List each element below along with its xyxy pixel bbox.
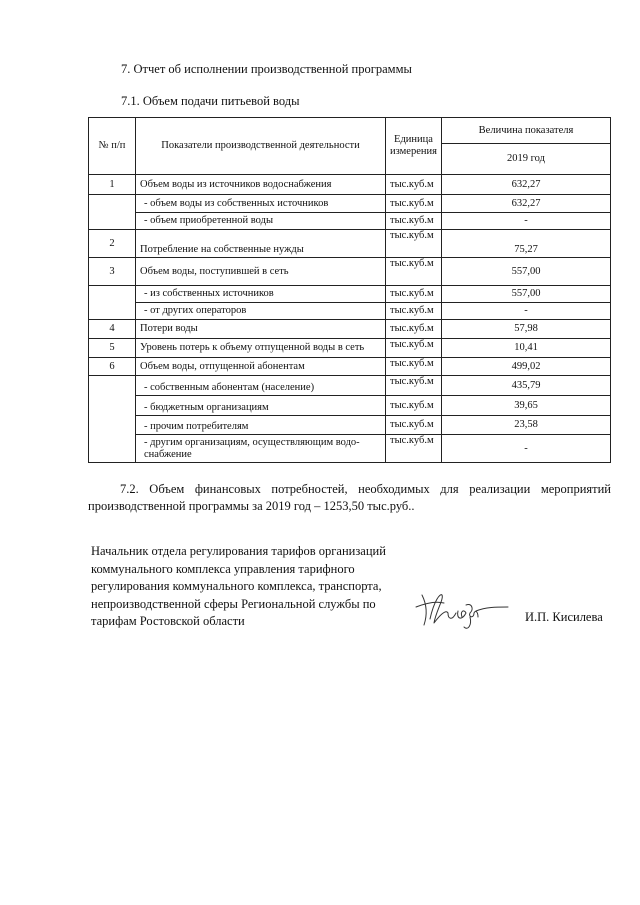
row-name: Потребление на собственные нужды bbox=[136, 230, 386, 258]
signer-line: регулирования коммунального комплекса, транспорта, bbox=[91, 579, 382, 593]
table-row bbox=[89, 286, 611, 303]
signer-line: непроизводственной сферы Региональной службы по bbox=[91, 596, 376, 611]
row-name: - другим организациям, осуществляющим водо-снабжение bbox=[136, 435, 386, 463]
row-name: - бюджетным организациям bbox=[136, 396, 386, 416]
row-num bbox=[89, 195, 136, 230]
row-name: - объем приобретенной воды bbox=[136, 213, 386, 230]
table-row bbox=[89, 435, 611, 463]
row-unit: тыс.куб.м bbox=[386, 435, 442, 463]
row-value: 499,02 bbox=[442, 358, 611, 376]
row-unit: тыс.куб.м bbox=[386, 320, 442, 339]
signer-position bbox=[91, 543, 411, 631]
row-num bbox=[89, 286, 136, 320]
row-unit: тыс.куб.м bbox=[386, 358, 442, 376]
row-value: 557,00 bbox=[442, 258, 611, 286]
row-value: - bbox=[442, 303, 611, 320]
table-row bbox=[89, 213, 611, 230]
row-value: - bbox=[442, 213, 611, 230]
header-unit: Единица измерения bbox=[386, 118, 442, 175]
row-num: 2 bbox=[89, 230, 136, 258]
signer-name: И.П. Кисилева bbox=[525, 610, 603, 624]
row-value: 23,58 bbox=[442, 416, 611, 435]
table-row bbox=[89, 258, 611, 286]
row-unit: тыс.куб.м bbox=[386, 258, 442, 286]
row-name: Объем воды, поступившей в сеть bbox=[136, 258, 386, 286]
row-value: 75,27 bbox=[442, 230, 611, 258]
table-row bbox=[89, 195, 611, 213]
row-name: - из собственных источников bbox=[136, 286, 386, 303]
row-value: 10,41 bbox=[442, 339, 611, 358]
table-row bbox=[89, 230, 611, 258]
row-name: Объем воды из источников водоснабжения bbox=[136, 175, 386, 195]
row-unit: тыс.куб.м bbox=[386, 230, 442, 258]
section-heading: 7. Отчет об исполнении производственной программы bbox=[121, 62, 412, 76]
table-row bbox=[89, 396, 611, 416]
row-unit: тыс.куб.м bbox=[386, 303, 442, 320]
header-num: № п/п bbox=[89, 118, 136, 175]
row-unit: тыс.куб.м bbox=[386, 175, 442, 195]
table-row bbox=[89, 320, 611, 339]
row-num: 6 bbox=[89, 358, 136, 376]
row-name: Объем воды, отпущенной абонентам bbox=[136, 358, 386, 376]
header-indicator: Показатели производственной деятельности bbox=[136, 118, 386, 175]
row-value: - bbox=[442, 435, 611, 463]
row-value: 557,00 bbox=[442, 286, 611, 303]
row-unit: тыс.куб.м bbox=[386, 339, 442, 358]
financial-needs-paragraph: 7.2. Объем финансовых потребностей, необходимых для реализации мероприятий производственной программы за 2019 год – 1253,50 тыс.руб.. bbox=[88, 482, 611, 513]
row-num bbox=[89, 376, 136, 463]
row-value: 57,98 bbox=[442, 320, 611, 339]
row-num: 1 bbox=[89, 175, 136, 195]
row-name: - объем воды из собственных источников bbox=[136, 195, 386, 213]
table-row bbox=[89, 376, 611, 396]
row-unit: тыс.куб.м bbox=[386, 376, 442, 396]
table-row bbox=[89, 175, 611, 195]
row-unit: тыс.куб.м bbox=[386, 416, 442, 435]
signer-line: тарифам Ростовской области bbox=[91, 614, 245, 628]
table-row bbox=[89, 303, 611, 320]
row-name: - собственным абонентам (население) bbox=[136, 376, 386, 396]
row-unit: тыс.куб.м bbox=[386, 396, 442, 416]
row-num: 5 bbox=[89, 339, 136, 358]
row-name: Уровень потерь к объему отпущенной воды в сеть bbox=[136, 339, 386, 358]
row-num: 3 bbox=[89, 258, 136, 286]
row-unit: тыс.куб.м bbox=[386, 286, 442, 303]
handwritten-signature bbox=[412, 573, 512, 633]
table-row bbox=[89, 358, 611, 376]
header-value: Величина показателя bbox=[442, 118, 611, 144]
subsection-heading: 7.1. Объем подачи питьевой воды bbox=[121, 94, 300, 108]
water-supply-table bbox=[88, 117, 611, 463]
row-name: - от других операторов bbox=[136, 303, 386, 320]
row-num: 4 bbox=[89, 320, 136, 339]
table-row bbox=[89, 339, 611, 358]
row-value: 435,79 bbox=[442, 376, 611, 396]
row-unit: тыс.куб.м bbox=[386, 213, 442, 230]
row-value: 632,27 bbox=[442, 195, 611, 213]
signer-line: Начальник отдела регулирования тарифов организаций bbox=[91, 544, 386, 558]
header-year: 2019 год bbox=[442, 144, 611, 175]
row-value: 39,65 bbox=[442, 396, 611, 416]
row-unit: тыс.куб.м bbox=[386, 195, 442, 213]
signer-line: коммунального комплекса управления тарифного bbox=[91, 561, 355, 576]
row-value: 632,27 bbox=[442, 175, 611, 195]
row-name: - прочим потребителям bbox=[136, 416, 386, 435]
row-name: Потери воды bbox=[136, 320, 386, 339]
table-row bbox=[89, 416, 611, 435]
